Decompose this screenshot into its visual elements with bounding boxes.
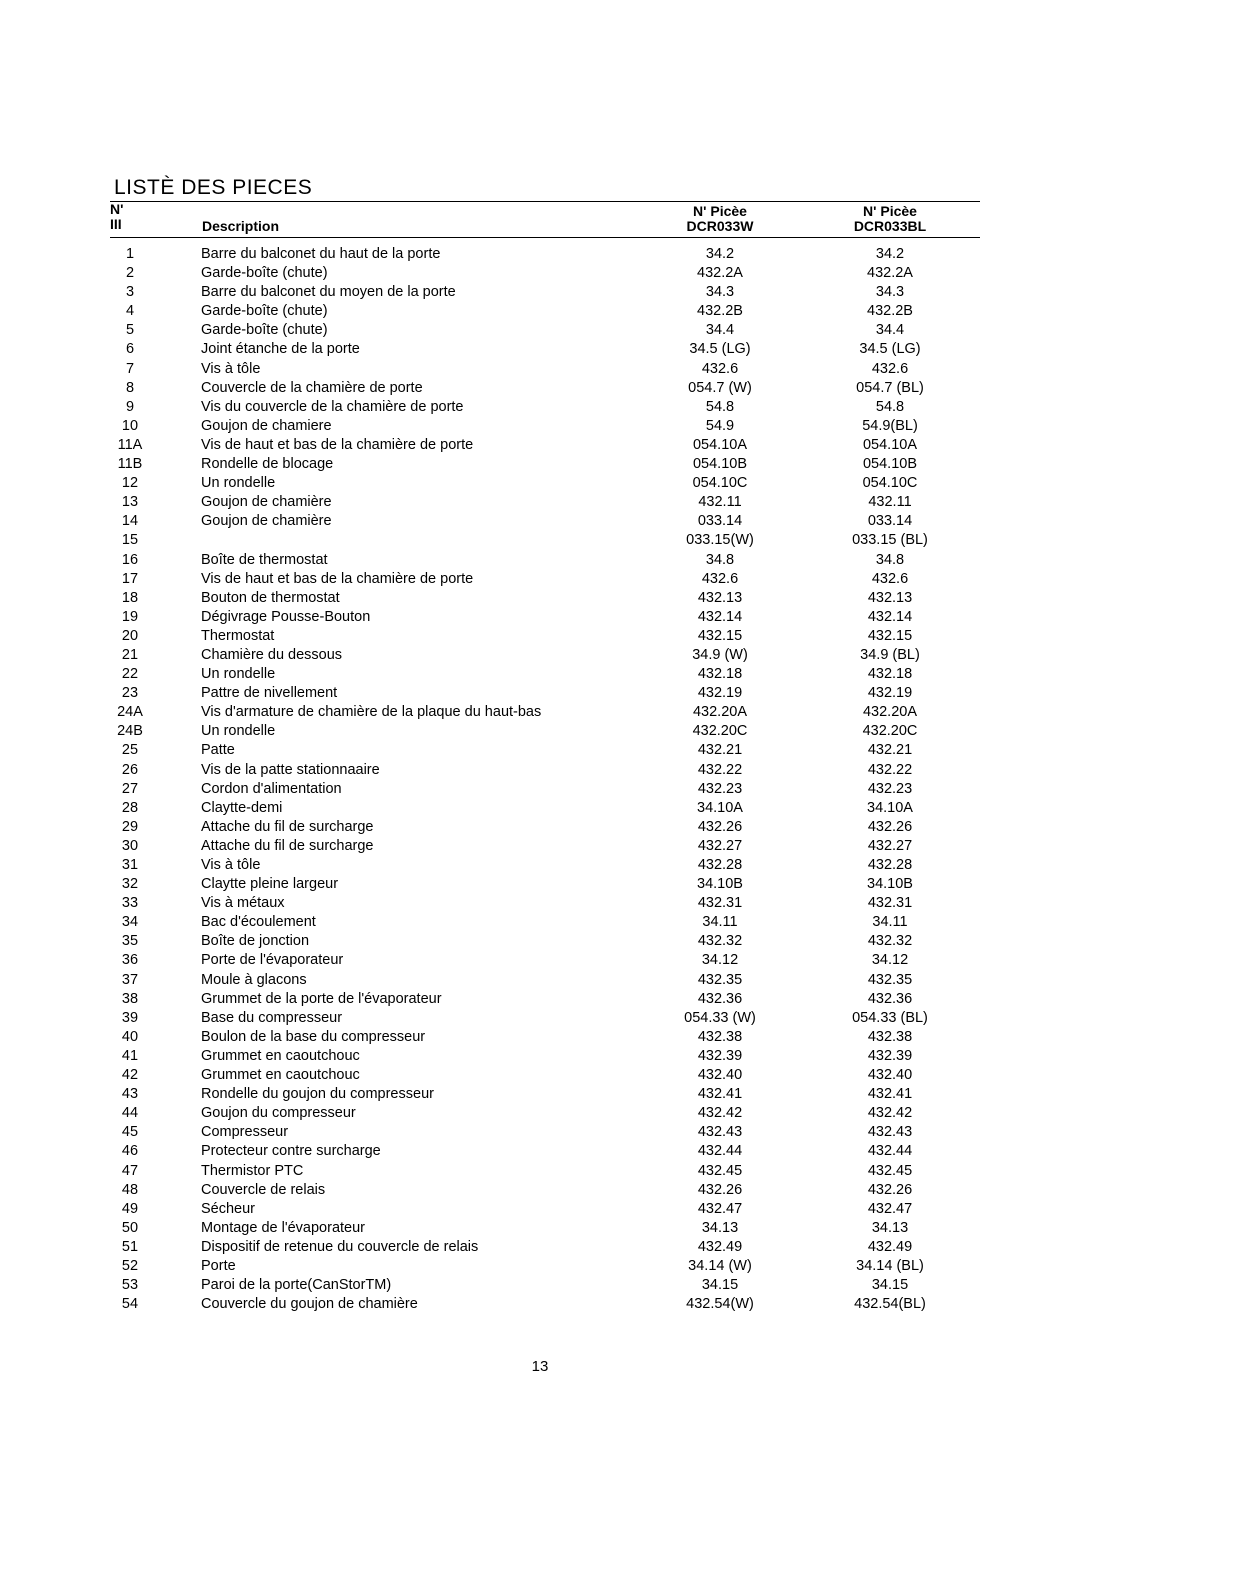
part-number: 5 bbox=[125, 322, 135, 339]
table-row bbox=[0, 990, 1244, 1009]
part-number: 27 bbox=[121, 780, 139, 797]
part-number: 36 bbox=[121, 952, 139, 969]
table-row bbox=[0, 321, 1244, 340]
part-code-dcr033w: 432.47 bbox=[697, 1200, 743, 1217]
table-row bbox=[0, 913, 1244, 932]
part-code-dcr033bl: 432.42 bbox=[867, 1105, 913, 1122]
part-code-dcr033bl: 432.11 bbox=[868, 494, 912, 511]
part-code-dcr033bl: 432.40 bbox=[867, 1067, 913, 1084]
part-number: 2 bbox=[125, 265, 135, 282]
part-number: 52 bbox=[121, 1257, 139, 1274]
part-code-dcr033bl: 34.12 bbox=[871, 952, 909, 969]
part-code-dcr033w: 432.20A bbox=[692, 704, 748, 721]
part-code-dcr033w: 432.45 bbox=[697, 1162, 743, 1179]
table-row bbox=[0, 379, 1244, 398]
part-code-dcr033w: 432.54(W) bbox=[686, 1296, 754, 1313]
table-row bbox=[0, 1066, 1244, 1085]
part-number: 1 bbox=[125, 246, 135, 262]
table-row bbox=[0, 608, 1244, 627]
table-row bbox=[0, 741, 1244, 760]
part-description: Couvercle du goujon de chamière bbox=[201, 1296, 418, 1313]
table-row bbox=[0, 531, 1244, 550]
part-description: Vis de la patte stationnaaire bbox=[201, 761, 380, 778]
table-row bbox=[0, 1047, 1244, 1066]
part-description: Boîte de thermostat bbox=[201, 551, 328, 568]
part-code-dcr033bl: 432.26 bbox=[867, 1181, 913, 1198]
part-number: 20 bbox=[121, 627, 139, 644]
table-row bbox=[0, 1142, 1244, 1161]
part-description: Porte bbox=[201, 1257, 236, 1274]
table-row bbox=[0, 1123, 1244, 1142]
part-code-dcr033bl: 34.5 (LG) bbox=[859, 341, 921, 358]
table-row bbox=[0, 761, 1244, 780]
table-row bbox=[0, 474, 1244, 493]
part-code-dcr033w: 34.12 bbox=[701, 952, 739, 969]
table-row bbox=[0, 818, 1244, 837]
part-number: 44 bbox=[121, 1105, 139, 1122]
part-code-dcr033w: 34.11 bbox=[702, 914, 738, 931]
part-code-dcr033w: 432.18 bbox=[697, 666, 743, 683]
part-code-dcr033bl: 34.13 bbox=[871, 1219, 909, 1236]
part-number: 8 bbox=[125, 379, 135, 396]
part-number: 6 bbox=[125, 341, 135, 358]
part-code-dcr033bl: 054.10B bbox=[862, 456, 918, 473]
part-number: 17 bbox=[121, 570, 139, 587]
part-code-dcr033bl: 432.22 bbox=[867, 761, 913, 778]
part-code-dcr033w: 34.10A bbox=[697, 799, 743, 816]
header-rule bbox=[110, 237, 980, 238]
part-code-dcr033bl: 34.14 (BL) bbox=[856, 1257, 924, 1274]
part-number: 37 bbox=[121, 971, 139, 988]
part-description: Grummet en caoutchouc bbox=[201, 1067, 360, 1084]
part-number: 45 bbox=[121, 1124, 139, 1141]
part-code-dcr033bl: 34.8 bbox=[875, 551, 905, 568]
part-number: 38 bbox=[121, 990, 139, 1007]
part-description: Garde-boîte (chute) bbox=[201, 265, 328, 282]
part-code-dcr033w: 34.8 bbox=[705, 551, 735, 568]
part-code-dcr033w: 34.5 (LG) bbox=[689, 341, 751, 358]
header-description: Description bbox=[202, 218, 280, 234]
part-code-dcr033w: 054.10C bbox=[692, 475, 748, 492]
table-row bbox=[0, 551, 1244, 570]
table-row bbox=[0, 1219, 1244, 1238]
table-row bbox=[0, 417, 1244, 436]
part-number: 39 bbox=[121, 1009, 139, 1026]
table-row bbox=[0, 1104, 1244, 1123]
part-number: 54 bbox=[121, 1296, 139, 1313]
part-description: Bac d'écoulement bbox=[201, 914, 316, 931]
part-number: 24A bbox=[117, 704, 143, 721]
part-code-dcr033bl: 432.31 bbox=[867, 895, 913, 912]
part-code-dcr033bl: 432.38 bbox=[867, 1028, 913, 1045]
part-code-dcr033bl: 432.44 bbox=[867, 1143, 913, 1160]
part-code-dcr033bl: 432.47 bbox=[867, 1200, 913, 1217]
part-description: Cordon d'alimentation bbox=[201, 780, 342, 797]
part-code-dcr033w: 34.3 bbox=[705, 284, 735, 301]
part-description: Thermistor PTC bbox=[201, 1162, 304, 1179]
part-code-dcr033w: 054.10A bbox=[692, 436, 748, 453]
part-number: 18 bbox=[121, 589, 139, 606]
part-description: Vis d'armature de chamière de la plaque du haut-bas bbox=[201, 704, 542, 721]
part-code-dcr033bl: 432.2B bbox=[867, 303, 913, 320]
part-description: Vis de haut et bas de la chamière de porte bbox=[201, 436, 474, 453]
part-description: Thermostat bbox=[201, 627, 275, 644]
part-code-dcr033bl: 432.6 bbox=[871, 570, 909, 587]
table-row bbox=[0, 684, 1244, 703]
table-row bbox=[0, 932, 1244, 951]
part-code-dcr033bl: 432.26 bbox=[867, 818, 913, 835]
table-row bbox=[0, 264, 1244, 283]
part-code-dcr033bl: 432.6 bbox=[871, 360, 909, 377]
table-row bbox=[0, 283, 1244, 302]
part-code-dcr033w: 432.23 bbox=[697, 780, 743, 797]
part-code-dcr033bl: 34.9 (BL) bbox=[860, 646, 920, 663]
part-code-dcr033bl: 054.33 (BL) bbox=[852, 1009, 928, 1026]
table-row bbox=[0, 780, 1244, 799]
part-code-dcr033w: 432.44 bbox=[697, 1143, 743, 1160]
part-number: 15 bbox=[121, 532, 139, 549]
part-number: 30 bbox=[121, 837, 139, 854]
part-code-dcr033bl: 34.2 bbox=[875, 246, 905, 262]
table-row bbox=[0, 703, 1244, 722]
table-row bbox=[0, 570, 1244, 589]
part-number: 14 bbox=[121, 513, 139, 530]
part-number: 7 bbox=[125, 360, 135, 377]
header-part-dcr033w bbox=[660, 204, 780, 234]
part-code-dcr033bl: 34.15 bbox=[871, 1277, 909, 1294]
page-title: LISTÈ DES PIECES bbox=[114, 176, 313, 199]
table-row bbox=[0, 627, 1244, 646]
part-description: Goujon de chamière bbox=[201, 513, 332, 530]
part-code-dcr033w: 54.9 bbox=[705, 417, 735, 434]
part-description: Garde-boîte (chute) bbox=[201, 322, 328, 339]
part-code-dcr033w: 432.38 bbox=[697, 1028, 743, 1045]
part-code-dcr033w: 432.28 bbox=[697, 857, 743, 873]
part-number: 43 bbox=[121, 1086, 139, 1103]
table-row bbox=[0, 894, 1244, 913]
part-code-dcr033bl: 432.27 bbox=[867, 837, 913, 854]
part-code-dcr033bl: 432.43 bbox=[867, 1124, 913, 1141]
part-description: Rondelle du goujon du compresseur bbox=[201, 1086, 434, 1103]
part-code-dcr033bl: 34.3 bbox=[875, 284, 905, 301]
part-description: Porte de l'évaporateur bbox=[201, 952, 344, 969]
part-code-dcr033bl: 432.32 bbox=[867, 933, 913, 950]
part-number: 48 bbox=[121, 1181, 139, 1198]
table-row bbox=[0, 1028, 1244, 1047]
part-code-dcr033bl: 432.28 bbox=[867, 857, 913, 873]
table-row bbox=[0, 1238, 1244, 1257]
part-code-dcr033w: 432.21 bbox=[697, 742, 743, 759]
part-description: Pattre de nivellement bbox=[201, 685, 338, 702]
part-code-dcr033w: 432.6 bbox=[701, 360, 739, 377]
part-description: Couvercle de la chamière de porte bbox=[201, 379, 423, 396]
table-row bbox=[0, 589, 1244, 608]
part-number: 11A bbox=[117, 436, 143, 453]
part-code-dcr033w: 432.35 bbox=[697, 971, 743, 988]
table-row bbox=[0, 722, 1244, 741]
part-code-dcr033bl: 054.7 (BL) bbox=[856, 379, 924, 396]
part-number: 32 bbox=[121, 876, 139, 893]
part-code-dcr033bl: 432.20C bbox=[862, 723, 918, 740]
part-code-dcr033w: 34.10B bbox=[697, 876, 743, 893]
part-code-dcr033w: 34.15 bbox=[701, 1277, 739, 1294]
table-row bbox=[0, 1181, 1244, 1200]
part-description: Dégivrage Pousse-Bouton bbox=[201, 608, 371, 625]
part-code-dcr033w: 033.15(W) bbox=[686, 532, 754, 549]
part-description: Moule à glacons bbox=[201, 971, 307, 988]
part-code-dcr033w: 432.20C bbox=[692, 723, 748, 740]
part-description: Base du compresseur bbox=[201, 1009, 343, 1026]
part-code-dcr033bl: 432.39 bbox=[867, 1047, 913, 1064]
part-number: 25 bbox=[121, 742, 139, 759]
part-number: 24B bbox=[117, 723, 143, 740]
part-number: 13 bbox=[121, 494, 139, 511]
part-code-dcr033w: 432.39 bbox=[697, 1047, 743, 1064]
part-code-dcr033w: 054.33 (W) bbox=[684, 1009, 756, 1026]
part-description: Claytte-demi bbox=[201, 799, 283, 816]
part-description: Rondelle de blocage bbox=[201, 456, 334, 473]
part-number: 40 bbox=[121, 1028, 139, 1045]
part-code-dcr033w: 432.22 bbox=[697, 761, 743, 778]
header-part-dcr033bl bbox=[830, 204, 950, 234]
part-code-dcr033bl: 34.10A bbox=[867, 799, 913, 816]
table-row bbox=[0, 1085, 1244, 1104]
part-code-dcr033bl: 54.9(BL) bbox=[862, 417, 918, 434]
part-number: 16 bbox=[121, 551, 139, 568]
part-description: Protecteur contre surcharge bbox=[201, 1143, 381, 1160]
part-description: Goujon du compresseur bbox=[201, 1105, 356, 1122]
part-number: 35 bbox=[121, 933, 139, 950]
part-description: Vis à tôle bbox=[201, 360, 261, 377]
title-rule bbox=[110, 201, 980, 202]
part-code-dcr033bl: 432.35 bbox=[867, 971, 913, 988]
part-code-dcr033w: 432.40 bbox=[697, 1067, 743, 1084]
part-description: Vis à métaux bbox=[201, 895, 285, 912]
part-number: 12 bbox=[121, 475, 139, 492]
part-description: Boîte de jonction bbox=[201, 933, 310, 950]
part-description: Sécheur bbox=[201, 1200, 256, 1217]
part-code-dcr033bl: 432.23 bbox=[867, 780, 913, 797]
part-number: 26 bbox=[121, 761, 139, 778]
part-code-dcr033bl: 432.18 bbox=[867, 666, 913, 683]
part-code-dcr033bl: 432.20A bbox=[862, 704, 918, 721]
part-code-dcr033w: 432.6 bbox=[701, 570, 739, 587]
part-description: Claytte pleine largeur bbox=[201, 876, 339, 893]
table-row bbox=[0, 799, 1244, 818]
part-code-dcr033w: 054.10B bbox=[692, 456, 748, 473]
part-code-dcr033bl: 34.10B bbox=[867, 876, 913, 893]
part-code-dcr033w: 432.31 bbox=[697, 895, 743, 912]
part-code-dcr033w: 432.19 bbox=[697, 685, 743, 702]
part-description: Goujon de chamière bbox=[201, 494, 332, 511]
part-code-dcr033bl: 34.11 bbox=[872, 914, 908, 931]
part-description: Montage de l'évaporateur bbox=[201, 1219, 365, 1236]
table-row bbox=[0, 875, 1244, 894]
part-number: 3 bbox=[125, 284, 135, 301]
part-description: Chamière du dessous bbox=[201, 646, 343, 663]
part-code-dcr033w: 34.2 bbox=[705, 246, 735, 262]
part-number: 41 bbox=[121, 1047, 139, 1064]
part-code-dcr033bl: 432.49 bbox=[867, 1238, 913, 1255]
part-number: 10 bbox=[121, 417, 139, 434]
table-row bbox=[0, 360, 1244, 379]
part-number: 33 bbox=[121, 895, 139, 912]
part-number: 21 bbox=[121, 646, 139, 663]
part-description: Dispositif de retenue du couvercle de relais bbox=[201, 1238, 479, 1255]
part-code-dcr033w: 432.26 bbox=[697, 818, 743, 835]
part-description: Vis à tôle bbox=[201, 857, 261, 873]
part-code-dcr033w: 432.27 bbox=[697, 837, 743, 854]
part-code-dcr033w: 432.49 bbox=[697, 1238, 743, 1255]
table-row bbox=[0, 856, 1244, 875]
header-number bbox=[110, 202, 140, 232]
part-number: 51 bbox=[121, 1238, 139, 1255]
part-code-dcr033w: 432.11 bbox=[698, 494, 742, 511]
part-code-dcr033w: 432.32 bbox=[697, 933, 743, 950]
table-row bbox=[0, 971, 1244, 990]
part-number: 34 bbox=[121, 914, 139, 931]
part-code-dcr033bl: 033.14 bbox=[867, 513, 913, 530]
part-description: Garde-boîte (chute) bbox=[201, 303, 328, 320]
part-number: 28 bbox=[121, 799, 139, 816]
part-code-dcr033w: 34.13 bbox=[701, 1219, 739, 1236]
part-description: Goujon de chamiere bbox=[201, 417, 332, 434]
part-code-dcr033w: 432.26 bbox=[697, 1181, 743, 1198]
part-description: Boulon de la base du compresseur bbox=[201, 1028, 426, 1045]
part-code-dcr033w: 432.2A bbox=[697, 265, 743, 282]
part-description: Barre du balconet du haut de la porte bbox=[201, 246, 441, 262]
part-description: Grummet de la porte de l'évaporateur bbox=[201, 990, 442, 1007]
part-code-dcr033bl: 432.15 bbox=[867, 627, 913, 644]
table-row bbox=[0, 1276, 1244, 1295]
table-row bbox=[0, 436, 1244, 455]
part-number: 46 bbox=[121, 1143, 139, 1160]
table-row bbox=[0, 1295, 1244, 1314]
table-row bbox=[0, 837, 1244, 856]
part-code-dcr033w: 432.2B bbox=[697, 303, 743, 320]
part-description: Attache du fil de surcharge bbox=[201, 837, 374, 854]
part-description: Bouton de thermostat bbox=[201, 589, 340, 606]
header-number-line1: N' bbox=[110, 201, 124, 217]
part-number: 47 bbox=[121, 1162, 139, 1179]
part-description: Couvercle de relais bbox=[201, 1181, 326, 1198]
table-row bbox=[0, 1009, 1244, 1028]
part-code-dcr033w: 54.8 bbox=[705, 398, 735, 415]
part-code-dcr033bl: 432.36 bbox=[867, 990, 913, 1007]
part-code-dcr033w: 432.43 bbox=[697, 1124, 743, 1141]
part-number: 22 bbox=[121, 666, 139, 683]
table-row bbox=[0, 302, 1244, 321]
part-description: Grummet en caoutchouc bbox=[201, 1047, 360, 1064]
part-number: 23 bbox=[121, 685, 139, 702]
part-description: Vis du couvercle de la chamière de porte bbox=[201, 398, 464, 415]
part-code-dcr033w: 432.41 bbox=[697, 1086, 743, 1103]
page-number: 13 bbox=[531, 1358, 549, 1375]
table-row bbox=[0, 512, 1244, 531]
table-row bbox=[0, 398, 1244, 417]
part-number: 19 bbox=[121, 608, 139, 625]
part-code-dcr033bl: 432.14 bbox=[867, 608, 913, 625]
table-row bbox=[0, 1162, 1244, 1181]
part-code-dcr033bl: 54.8 bbox=[875, 398, 905, 415]
part-description: Un rondelle bbox=[201, 666, 276, 683]
part-code-dcr033bl: 432.13 bbox=[867, 589, 913, 606]
part-code-dcr033bl: 432.41 bbox=[867, 1086, 913, 1103]
part-code-dcr033bl: 432.21 bbox=[867, 742, 913, 759]
part-code-dcr033bl: 432.2A bbox=[867, 265, 913, 282]
part-description: Paroi de la porte(CanStorTM) bbox=[201, 1277, 392, 1294]
table-row bbox=[0, 245, 1244, 264]
part-description: Patte bbox=[201, 742, 235, 759]
part-code-dcr033w: 033.14 bbox=[697, 513, 743, 530]
part-code-dcr033w: 432.14 bbox=[697, 608, 743, 625]
part-description: Joint étanche de la porte bbox=[201, 341, 360, 358]
table-row bbox=[0, 1257, 1244, 1276]
part-number: 53 bbox=[121, 1277, 139, 1294]
table-row bbox=[0, 1200, 1244, 1219]
part-code-dcr033w: 34.9 (W) bbox=[692, 646, 748, 663]
part-code-dcr033bl: 432.45 bbox=[867, 1162, 913, 1179]
part-description: Barre du balconet du moyen de la porte bbox=[201, 284, 456, 301]
part-number: 50 bbox=[121, 1219, 139, 1236]
part-code-dcr033w: 054.7 (W) bbox=[688, 379, 752, 396]
part-description: Attache du fil de surcharge bbox=[201, 818, 374, 835]
part-code-dcr033w: 432.13 bbox=[697, 589, 743, 606]
part-description: Un rondelle bbox=[201, 723, 276, 740]
part-description: Vis de haut et bas de la chamière de porte bbox=[201, 570, 474, 587]
part-description: Compresseur bbox=[201, 1124, 289, 1141]
header-number-line2: III bbox=[110, 216, 122, 232]
part-description: Un rondelle bbox=[201, 475, 276, 492]
part-code-dcr033bl: 033.15 (BL) bbox=[852, 532, 928, 549]
part-number: 11B bbox=[117, 456, 143, 473]
part-code-dcr033bl: 432.19 bbox=[867, 685, 913, 702]
parts-table-body bbox=[0, 245, 1244, 1314]
part-code-dcr033w: 34.4 bbox=[705, 322, 735, 339]
part-number: 42 bbox=[121, 1067, 139, 1084]
table-row bbox=[0, 455, 1244, 474]
table-row bbox=[0, 493, 1244, 512]
part-number: 31 bbox=[121, 857, 139, 873]
part-code-dcr033bl: 054.10A bbox=[862, 436, 918, 453]
part-code-dcr033w: 34.14 (W) bbox=[688, 1257, 752, 1274]
part-code-dcr033w: 432.42 bbox=[697, 1105, 743, 1122]
part-number: 49 bbox=[121, 1200, 139, 1217]
header-col1-line1: N' Picèe bbox=[693, 203, 747, 219]
table-row bbox=[0, 646, 1244, 665]
header-col2-line1: N' Picèe bbox=[863, 203, 917, 219]
header-col1-line2: DCR033W bbox=[686, 218, 754, 234]
part-number: 29 bbox=[121, 818, 139, 835]
part-code-dcr033bl: 34.4 bbox=[875, 322, 905, 339]
part-code-dcr033w: 432.36 bbox=[697, 990, 743, 1007]
table-row bbox=[0, 951, 1244, 970]
part-code-dcr033bl: 432.54(BL) bbox=[854, 1296, 926, 1313]
part-number: 9 bbox=[125, 398, 135, 415]
part-number: 4 bbox=[125, 303, 135, 320]
header-col2-line2: DCR033BL bbox=[853, 218, 927, 234]
part-code-dcr033bl: 054.10C bbox=[862, 475, 918, 492]
table-row bbox=[0, 340, 1244, 359]
part-code-dcr033w: 432.15 bbox=[697, 627, 743, 644]
table-row bbox=[0, 665, 1244, 684]
